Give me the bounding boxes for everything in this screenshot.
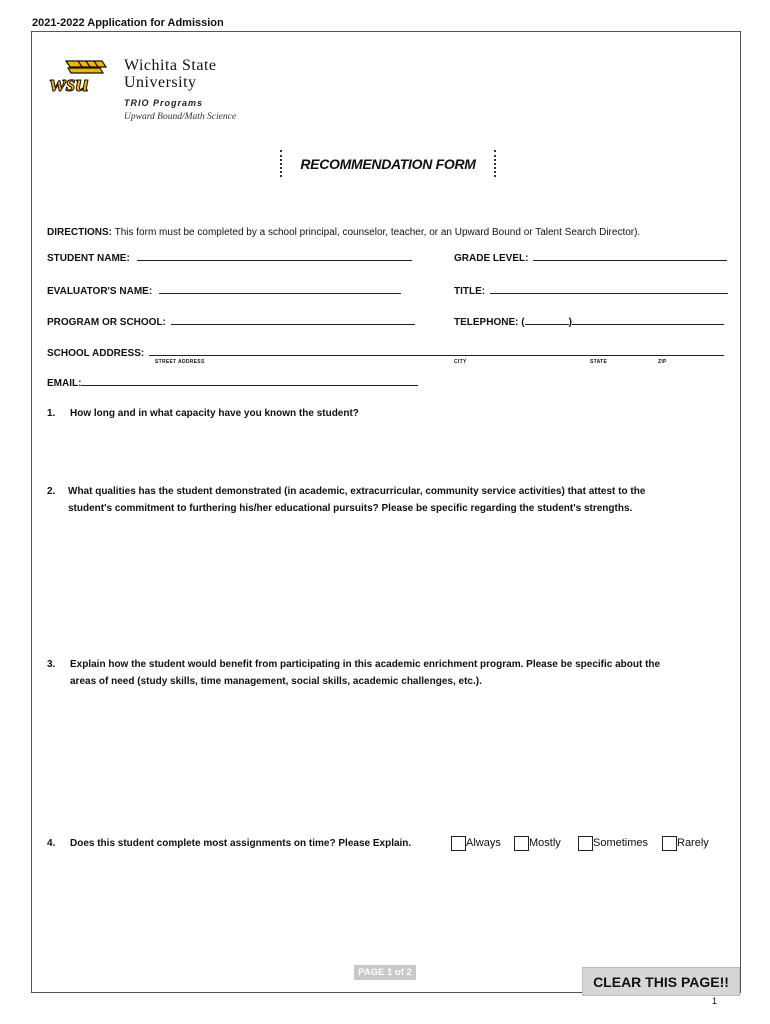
school-address-row — [47, 345, 724, 359]
header-label: 2021-2022 Application for Admission — [32, 17, 224, 29]
grade-level-field[interactable] — [533, 250, 727, 261]
zip-sublabel: ZIP — [658, 359, 667, 365]
student-name-field[interactable] — [137, 250, 412, 261]
sometimes-label: Sometimes — [593, 837, 649, 849]
telephone-number-field[interactable] — [572, 314, 724, 325]
directions-label: DIRECTIONS: — [47, 227, 112, 238]
clear-page-button[interactable]: CLEAR THIS PAGE!! — [582, 967, 740, 996]
rarely-checkbox[interactable] — [662, 836, 677, 851]
grade-level-row — [454, 250, 727, 264]
telephone-row — [454, 314, 724, 328]
school-address-field[interactable] — [149, 345, 724, 356]
email-label: EMAIL: — [47, 378, 82, 389]
program-school-row — [47, 314, 415, 328]
question-4-text: Does this student complete most assignments on time? Please Explain. — [70, 838, 412, 849]
question-3-text-line2: areas of need (study skills, time management, social skills, academic challenges, etc.). — [70, 676, 482, 687]
city-sublabel: CITY — [454, 359, 467, 365]
evaluator-name-field[interactable] — [159, 283, 401, 294]
question-3-text: Explain how the student would benefit from participating in this academic enrichment program. Please be specific about the — [70, 659, 661, 670]
question-3 — [47, 656, 737, 692]
always-checkbox[interactable] — [451, 836, 466, 851]
question-2-text: What qualities has the student demonstrated (in academic, extracurricular, community service activities) that attest to the — [68, 486, 646, 497]
question-3-number: 3. — [47, 659, 56, 670]
student-name-label: STUDENT NAME: — [47, 253, 130, 264]
directions — [47, 227, 640, 238]
rarely-label: Rarely — [677, 837, 709, 849]
always-label: Always — [466, 837, 501, 849]
school-address-label: SCHOOL ADDRESS: — [47, 348, 145, 359]
evaluator-name-row — [47, 283, 401, 297]
sometimes-checkbox[interactable] — [578, 836, 593, 851]
grade-level-label: GRADE LEVEL: — [454, 253, 529, 264]
email-field[interactable] — [81, 375, 418, 386]
question-2 — [47, 483, 737, 519]
telephone-close: ) — [568, 317, 572, 328]
logo-line-3: TRIO Programs — [124, 98, 204, 108]
mostly-checkbox[interactable] — [514, 836, 529, 851]
title-label: TITLE: — [454, 286, 486, 297]
question-2-number: 2. — [47, 486, 56, 497]
page-1-of-2-button[interactable]: PAGE 1 of 2 — [354, 965, 416, 980]
email-row — [47, 375, 418, 389]
directions-text: This form must be completed by a school principal, counselor, teacher, or an Upward Bound or Talent Search Director). — [112, 227, 641, 238]
wsu-logo-icon — [48, 55, 114, 100]
telephone-area-field[interactable] — [525, 314, 569, 325]
program-school-field[interactable] — [171, 314, 415, 325]
question-4-number: 4. — [47, 838, 56, 849]
mostly-label: Mostly — [529, 837, 561, 849]
street-sublabel: STREET ADDRESS — [155, 359, 205, 365]
question-1-text: How long and in what capacity have you known the student? — [70, 408, 359, 419]
title-row — [454, 283, 728, 297]
question-2-text-line2: student's commitment to furthering his/her educational pursuits? Please be specific regarding the student's strengths. — [68, 503, 633, 514]
answer-1-area[interactable] — [47, 425, 727, 475]
form-title: RECOMMENDATION FORM — [300, 155, 476, 172]
state-sublabel: STATE — [590, 359, 608, 365]
answer-2-area[interactable] — [47, 525, 727, 650]
program-school-label: PROGRAM OR SCHOOL: — [47, 317, 166, 328]
logo-line-4: Upward Bound/Math Science — [124, 112, 237, 122]
form-title-box — [280, 150, 496, 177]
question-1-number: 1. — [47, 408, 56, 419]
evaluator-name-label: EVALUATOR'S NAME: — [47, 286, 153, 297]
answer-4-area[interactable] — [47, 858, 727, 953]
logo-line-1: Wichita State — [124, 57, 217, 74]
answer-3-area[interactable] — [47, 698, 727, 823]
telephone-label: TELEPHONE: ( — [454, 317, 525, 328]
logo-line-2: University — [124, 74, 197, 91]
title-field[interactable] — [490, 283, 728, 294]
svg-text:wsu: wsu — [50, 71, 89, 95]
student-name-row — [47, 250, 412, 264]
university-name — [124, 58, 236, 122]
page-number: 1 — [712, 996, 718, 1006]
